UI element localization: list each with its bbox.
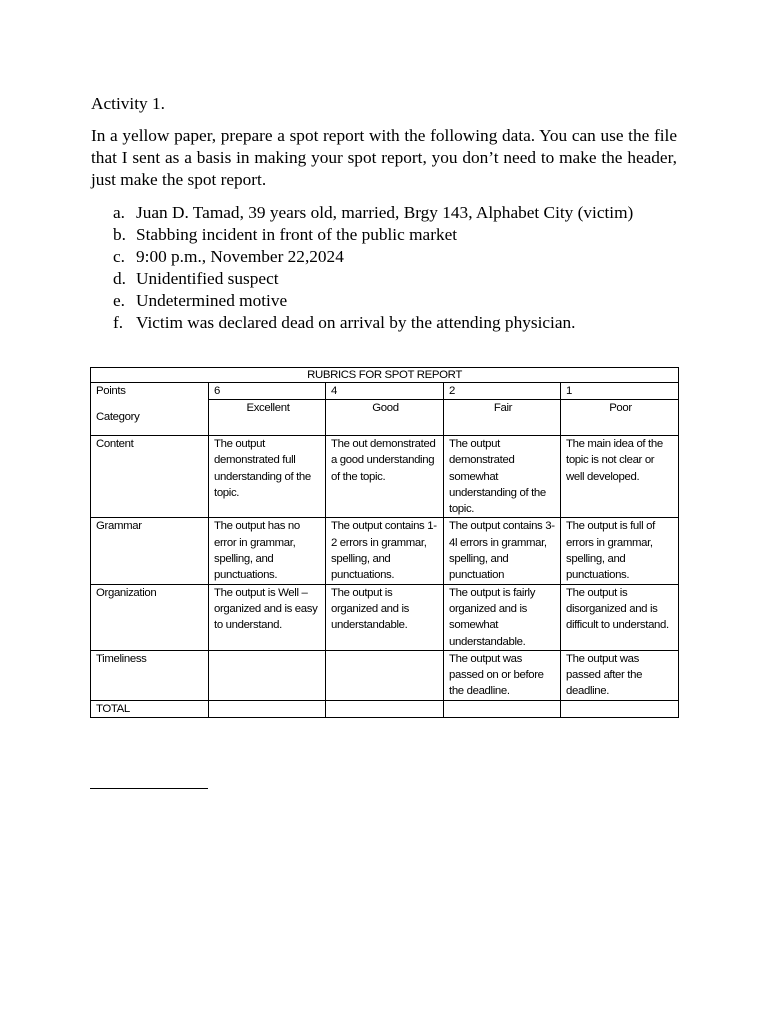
rubric-title: RUBRICS FOR SPOT REPORT [91, 368, 679, 383]
list-item-text: Stabbing incident in front of the public market [136, 225, 458, 244]
rubric-table-container [90, 367, 678, 718]
level-label: Good [326, 400, 444, 436]
points-value: 4 [326, 383, 444, 400]
list-item [113, 246, 633, 268]
criteria-cell [209, 650, 326, 700]
criteria-cell: The output is disorganized and is difficult to understand. [561, 584, 679, 650]
level-label: Fair [444, 400, 561, 436]
category-cell: Content [91, 436, 209, 518]
criteria-cell: The output has no error in grammar, spelling, and punctuations. [209, 518, 326, 584]
criteria-cell: The output is full of errors in grammar, spelling, and punctuations. [561, 518, 679, 584]
table-row [91, 518, 679, 584]
criteria-cell: The output contains 3-4l errors in grammar, spelling, and punctuation [444, 518, 561, 584]
criteria-cell: The output was passed after the deadline. [561, 650, 679, 700]
list-marker: b. [113, 225, 126, 244]
table-row [91, 436, 679, 518]
criteria-cell: The output is Well – organized and is easy to understand. [209, 584, 326, 650]
rubric-points-row [91, 383, 679, 400]
points-value: 6 [209, 383, 326, 400]
rubric-table [90, 367, 679, 718]
list-item-text: Unidentified suspect [136, 269, 279, 288]
table-row [91, 584, 679, 650]
list-item [113, 290, 633, 312]
total-cell [209, 700, 326, 717]
list-item [113, 312, 633, 334]
list-item-text: 9:00 p.m., November 22,2024 [136, 247, 344, 266]
criteria-cell: The out demonstrated a good understanding of the topic. [326, 436, 444, 518]
criteria-cell: The output is fairly organized and is somewhat understandable. [444, 584, 561, 650]
list-item [113, 224, 633, 246]
level-label: Poor [561, 400, 679, 436]
category-label: Category [91, 400, 209, 436]
total-label: TOTAL [91, 700, 209, 717]
points-value: 2 [444, 383, 561, 400]
list-item [113, 268, 633, 290]
list-item-text: Victim was declared dead on arrival by the attending physician. [136, 313, 576, 332]
list-marker: f. [113, 313, 124, 332]
criteria-cell: The main idea of the topic is not clear or well developed. [561, 436, 679, 518]
level-label: Excellent [209, 400, 326, 436]
list-item [113, 202, 633, 224]
list-marker: e. [113, 291, 125, 310]
points-label: Points [91, 383, 209, 400]
table-row [91, 650, 679, 700]
activity-heading: Activity 1. [91, 94, 165, 113]
list-marker: c. [113, 247, 125, 266]
category-cell: Organization [91, 584, 209, 650]
category-cell: Timeliness [91, 650, 209, 700]
points-value: 1 [561, 383, 679, 400]
signature-line [90, 788, 208, 789]
list-item-text: Juan D. Tamad, 39 years old, married, Brgy 143, Alphabet City (victim) [136, 203, 634, 222]
total-cell [326, 700, 444, 717]
rubric-levels-row [91, 400, 679, 436]
list-item-text: Undetermined motive [136, 291, 288, 310]
criteria-cell [326, 650, 444, 700]
total-cell [444, 700, 561, 717]
spot-report-data-list [113, 202, 633, 334]
criteria-cell: The output contains 1-2 errors in grammar, spelling, and punctuations. [326, 518, 444, 584]
category-cell: Grammar [91, 518, 209, 584]
rubric-title-row [91, 368, 679, 383]
table-row-total [91, 700, 679, 717]
criteria-cell: The output is organized and is understandable. [326, 584, 444, 650]
criteria-cell: The output demonstrated somewhat understanding of the topic. [444, 436, 561, 518]
criteria-cell: The output demonstrated full understanding of the topic. [209, 436, 326, 518]
instructions-paragraph: In a yellow paper, prepare a spot report with the following data. You can use the file that I sent as a basis in making your spot report, you don’t need to make the header, just make the spot report. [91, 126, 677, 189]
total-cell [561, 700, 679, 717]
criteria-cell: The output was passed on or before the deadline. [444, 650, 561, 700]
list-marker: d. [113, 269, 126, 288]
list-marker: a. [113, 203, 125, 222]
